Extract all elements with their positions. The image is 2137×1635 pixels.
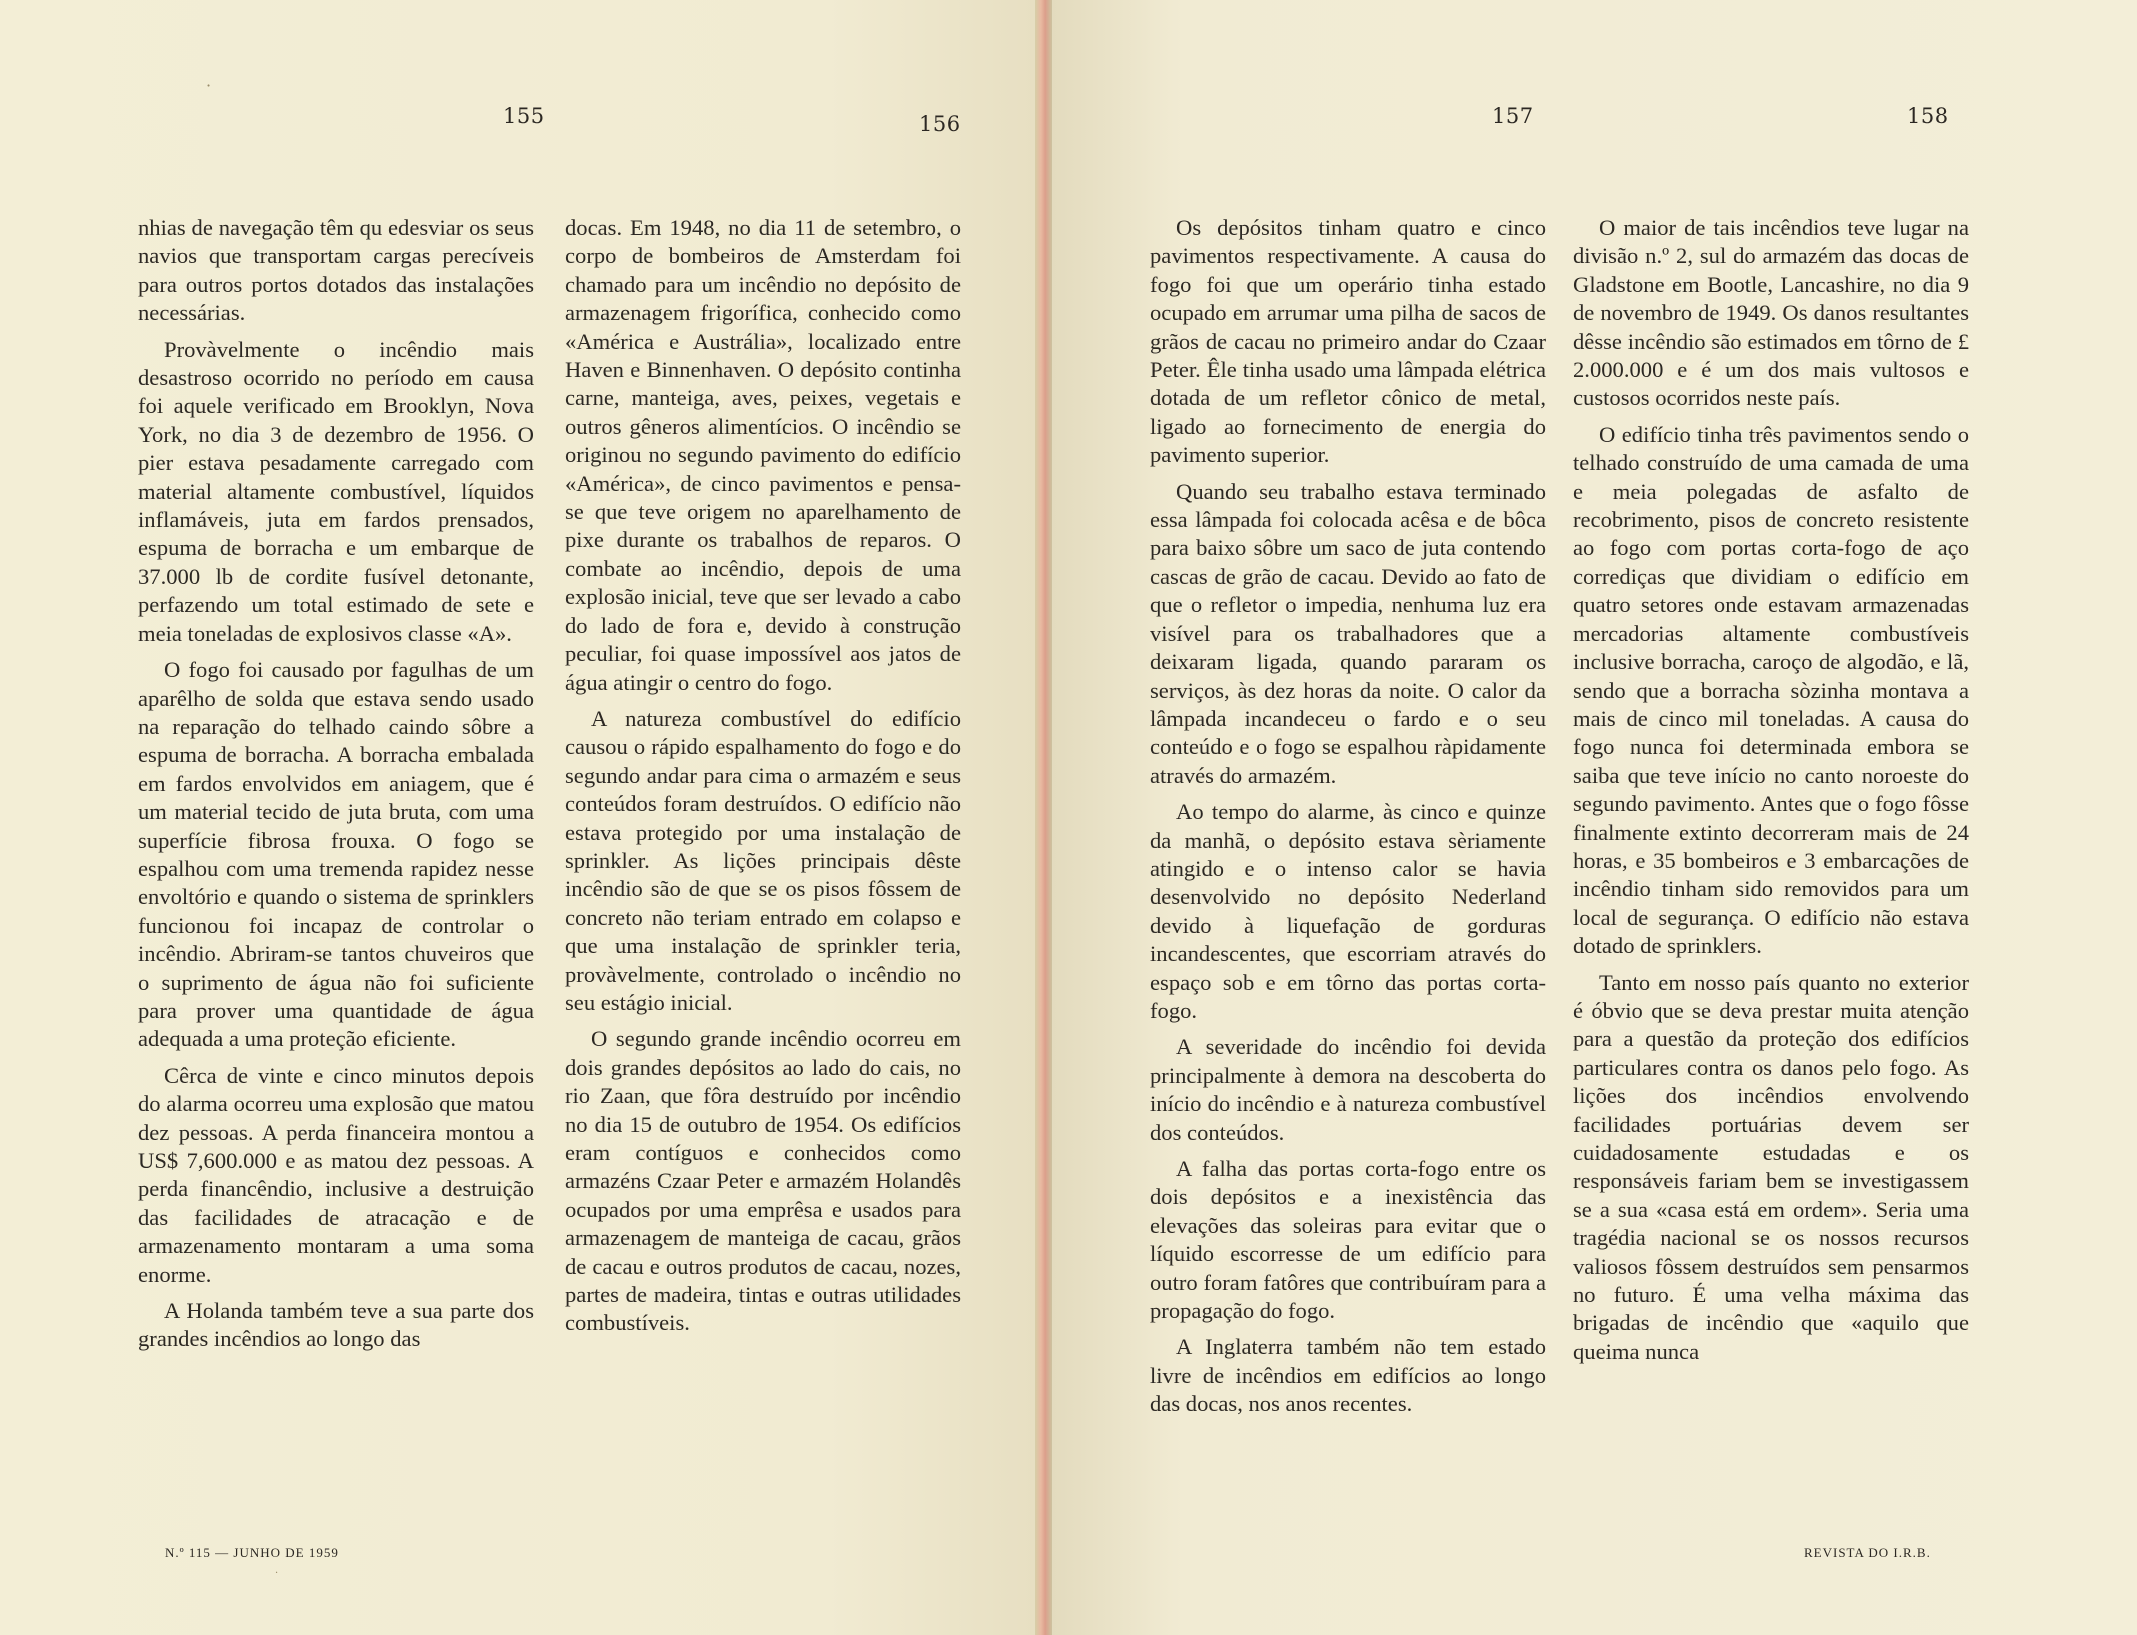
page-number-157: 157: [1492, 104, 1534, 128]
page-number-156: 156: [919, 112, 961, 136]
footer-journal: REVISTA DO I.R.B.: [1804, 1545, 1931, 1560]
paragraph: A Holanda também teve a sua parte dos grandes incêndios ao longo das: [138, 1298, 534, 1352]
paragraph: Quando seu trabalho estava terminado essa lâmpada foi colocada acêsa e de bôca para baixo sôbre um saco de juta contendo cascas de grão de cacau. Devido ao fato de que o refletor o impedia, nenhuma luz era visível para os trabalhadores que a deixaram ligada, quando pararam os serviços, às dez horas da noite. O calor da lâmpada incandeceu o fardo e o seu conteúdo e o fogo se espalhou ràpidamente através do armazém.: [1150, 478, 1546, 788]
column-page-158: [1573, 214, 1969, 1374]
paragraph: O edifício tinha três pavimentos sendo o telhado construído de uma camada de uma e meia polegadas de asfalto de recobrimento, pisos de concreto resistente ao fogo com portas corta-fogo de aço corrediças que dividiam o edifício em quatro setores onde estavam armazenadas mercadorias altamente combustíveis inclusive borracha, caroço de algodão, e lã, sendo que a borracha sòzinha montava a mais de cinco mil toneladas. A causa do fogo nunca foi determinada embora se saiba que teve início no canto noroeste do segundo pavimento. Antes que o fogo fôsse finalmente extinto decorreram mais de 24 horas, e 35 bombeiros e 3 embarcações de incêndio tinham sido removidos para um local de segurança. O edifício não estava dotado de sprinklers.: [1573, 421, 1969, 959]
footer-issue: N.º 115 — JUNHO DE 1959: [165, 1545, 339, 1560]
paper-speck: ·: [275, 1568, 279, 1579]
paragraph: A falha das portas corta-fogo entre os dois depósitos e a inexistência das elevações das soleiras para evitar que o líquido escorresse de um edifício para outro foram fatôres que contribuíram para a propagação do fogo.: [1150, 1156, 1546, 1324]
paragraph: A natureza combustível do edifício causou o rápido espalhamento do fogo e do segundo andar para cima o armazém e seus conteúdos foram destruídos. O edifício não estava protegido por uma instalação de sprinkler. As lições principais dêste incêndio são de que se os pisos fôssem de concreto não teriam entrado em colapso e que uma instalação de sprinkler teria, provàvelmente, controlado o incêndio no seu estágio inicial.: [565, 705, 961, 1015]
paragraph: Os depósitos tinham quatro e cinco pavimentos respectivamente. A causa do fogo foi que um operário tinha estado ocupado em arrumar uma pilha de sacos de grãos de cacau no primeiro andar do Czaar Peter. Êle tinha usado uma lâmpada elétrica dotada de um refletor cônico de metal, ligado ao fornecimento de energia do pavimento superior.: [1150, 215, 1546, 468]
book-gutter: [1035, 0, 1052, 1635]
paragraph: Cêrca de vinte e cinco minutos depois do alarma ocorreu uma explosão que matou dez pessoas. A perda financeira montou a US$ 7,600.000 e as matou dez pessoas. A perda financêndio, inclusive a destruição das facilidades de atracação e de armazenamento montaram a uma soma enorme.: [138, 1062, 534, 1287]
paragraph: Provàvelmente o incêndio mais desastroso ocorrido no período em causa foi aquele verificado em Brooklyn, Nova York, no dia 3 de dezembro de 1956. O pier estava pesadamente carregado com material altamente combustível, líquidos inflamáveis, juta em fardos prensados, espuma de borracha e um embarque de 37.000 lb de cordite fusível detonante, perfazendo um total estimado de sete e meia toneladas de explosivos classe «A».: [138, 336, 534, 646]
column-page-156: [565, 214, 961, 1346]
paragraph: Tanto em nosso país quanto no exterior é óbvio que se deva prestar muita atenção para a questão da proteção dos edifícios particulares contra os danos pelo fogo. As lições dos incêndios envolvendo facilidades portuárias devem ser cuidadosamente estudadas e os responsáveis fariam bem se investigassem se a sua «casa está em ordem». Seria uma tragédia nacional se os nossos recursos valiosos fôssem destruídos sem pensarmos no futuro. É uma velha máxima das brigadas de incêndio que «aquilo que queima nunca: [1573, 969, 1969, 1364]
paragraph: O segundo grande incêndio ocorreu em dois grandes depósitos ao lado do cais, no rio Zaan, que fôra destruído por incêndio no dia 15 de outubro de 1954. Os edifícios eram contíguos e conhecidos como armazéns Czaar Peter e armazém Holandês ocupados por uma emprêsa e usados para armazenagem de manteiga de cacau, grãos de cacau e outros produtos de cacau, nozes, partes de madeira, tintas e outras utilidades combustíveis.: [565, 1026, 961, 1336]
paragraph: A severidade do incêndio foi devida principalmente à demora na descoberta do início do incêndio e à natureza combustível dos conteúdos.: [1150, 1034, 1546, 1145]
paragraph: nhias de navegação têm qu edesviar os seus navios que transportam cargas perecíveis para outros portos dotados das instalações necessárias.: [138, 215, 534, 326]
paragraph: A Inglaterra também não tem estado livre de incêndios em edifícios ao longo das docas, nos anos recentes.: [1150, 1334, 1546, 1417]
left-page: [0, 0, 1035, 1635]
paragraph: O maior de tais incêndios teve lugar na divisão n.º 2, sul do armazém das docas de Gladstone em Bootle, Lancashire, no dia 9 de novembro de 1949. Os danos resultantes dêsse incêndio são estimados em tôrno de £ 2.000.000 e é um dos mais vultosos e custosos ocorridos neste país.: [1573, 215, 1969, 411]
paragraph: docas. Em 1948, no dia 11 de setembro, o corpo de bombeiros de Amsterdam foi chamado para um incêndio no depósito de armazenagem frigorífica, conhecido como «América e Austrália», localizado entre Haven e Binnenhaven. O depósito continha carne, manteiga, aves, peixes, vegetais e outros gêneros alimentícios. O incêndio se originou no segundo pavimento do edifício «América», de cinco pavimentos e pensa-se que teve origem no aparelhamento de pixe durante os trabalhos de reparos. O combate ao incêndio, depois de uma explosão inicial, teve que ser levado a cabo do lado de fora e, devido à construção peculiar, foi quase impossível aos jatos de água atingir o centro do fogo.: [565, 215, 961, 695]
column-page-157: [1150, 214, 1546, 1427]
page-number-158: 158: [1907, 104, 1949, 128]
column-page-155: [138, 214, 534, 1362]
paper-speck: ·: [206, 76, 212, 95]
paragraph: Ao tempo do alarme, às cinco e quinze da manhã, o depósito estava sèriamente atingido e o intenso calor se havia desenvolvido no depósito Nederland devido à liquefação de gorduras incandescentes, que escorriam através do espaço sob e em tôrno das portas corta-fogo.: [1150, 799, 1546, 1023]
paragraph: O fogo foi causado por fagulhas de um aparêlho de solda que estava sendo usado na reparação do telhado caindo sôbre a espuma de borracha. A borracha embalada em fardos envolvidos em aniagem, que é um material tecido de juta bruta, com uma superfície fibrosa frouxa. O fogo se espalhou com uma tremenda rapidez nesse envoltório e quando o sistema de sprinklers funcionou foi incapaz de controlar o incêndio. Abriram-se tantos chuveiros que o suprimento de água não foi suficiente para prover uma quantidade de água adequada a uma proteção eficiente.: [138, 657, 534, 1052]
right-page: [1052, 0, 2137, 1635]
page-number-155: 155: [503, 104, 545, 128]
